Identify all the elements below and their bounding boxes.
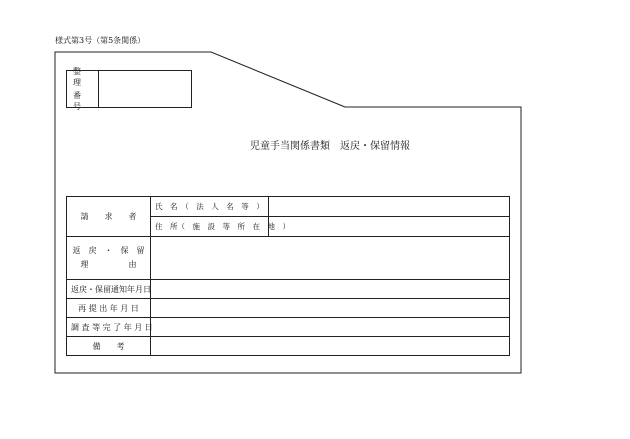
name-label: 氏 名 （ 法 人 名 等 ）: [151, 197, 269, 217]
remarks-label: 備 考: [67, 337, 151, 356]
notice-date-label: 返戻・保留通知年月日: [67, 280, 151, 299]
name-field[interactable]: [269, 197, 510, 217]
table-row: [67, 299, 510, 318]
survey-date-label: 調 査 等 完 了 年 月 日: [67, 318, 151, 337]
requester-label: 請 求 者: [67, 197, 151, 237]
reference-number-label: [67, 67, 99, 111]
address-field[interactable]: [269, 217, 510, 237]
reference-label-line2: 番号: [73, 91, 87, 111]
reference-number-box: [66, 67, 192, 111]
reason-label: [67, 237, 151, 280]
return-hold-table: [66, 196, 510, 356]
resubmit-date-label: 再 提 出 年 月 日: [67, 299, 151, 318]
reason-label-line1: 返 戻 ・ 保 留: [72, 246, 145, 255]
table-row: [67, 237, 510, 280]
document-title: 児童手当関係書類 返戻・保留情報: [250, 141, 410, 152]
reference-label-line1: 整理: [73, 67, 87, 87]
address-label: 住 所（ 施 設 等 所 在 地 ）: [151, 217, 269, 237]
table-row: [67, 280, 510, 299]
form-number-label: 様式第3号（第5条関係）: [55, 36, 146, 45]
notice-date-field[interactable]: [151, 280, 510, 299]
reference-number-field[interactable]: [99, 71, 191, 107]
remarks-field[interactable]: [151, 337, 510, 356]
table-row: [67, 318, 510, 337]
resubmit-date-field[interactable]: [151, 299, 510, 318]
survey-date-field[interactable]: [151, 318, 510, 337]
reason-label-line2: 理 由: [80, 260, 137, 269]
reason-field[interactable]: [151, 237, 510, 280]
table-row: [67, 337, 510, 356]
table-row: [67, 197, 510, 217]
